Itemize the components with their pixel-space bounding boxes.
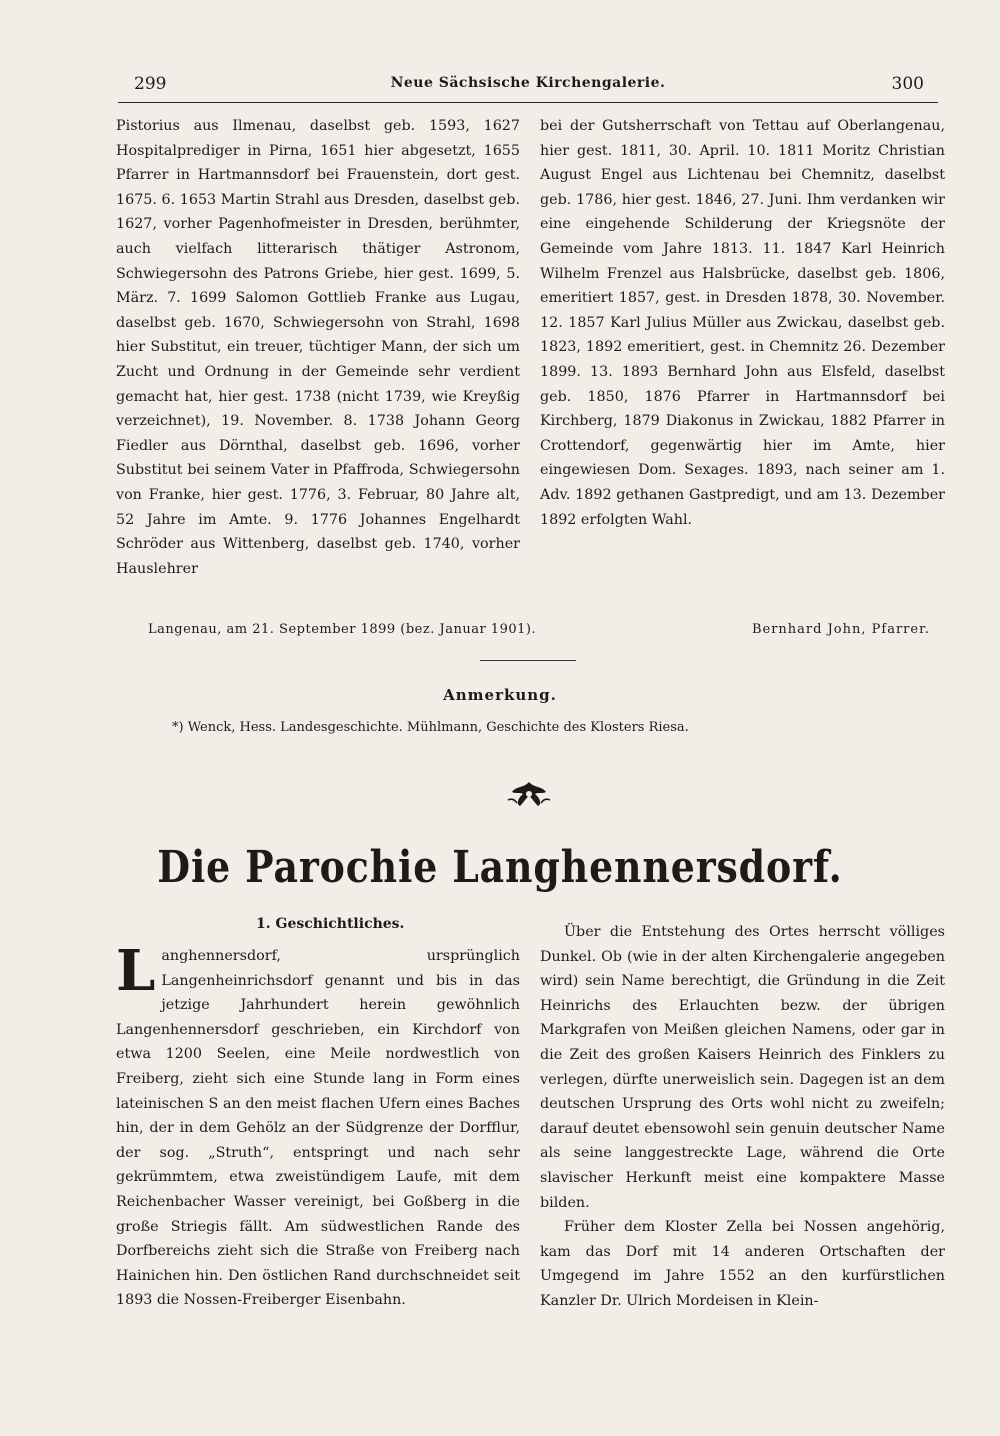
lower-right-paragraph-2: Früher dem Kloster Zella bei Nossen angehörig, kam das Dorf mit 14 anderen Ortschaften der Umgegend im Jahre 1552 an den kurfürstlichen Kanzler Dr. Ulrich Mordeisen in Klein- bbox=[540, 1219, 945, 1309]
section-divider bbox=[480, 660, 576, 661]
annotation-title: Anmerkung. bbox=[443, 686, 557, 704]
drop-cap: L bbox=[116, 938, 156, 1004]
section-title: 1. Geschichtliches. bbox=[256, 916, 405, 932]
signature-author: Bernhard John, Pfarrer. bbox=[751, 622, 930, 637]
main-title: Die Parochie Langhennersdorf. bbox=[157, 842, 843, 893]
running-title: Neue Sächsische Kirchengalerie. bbox=[390, 75, 666, 91]
lower-right-column bbox=[540, 920, 945, 1314]
page-number-left: 299 bbox=[134, 74, 167, 94]
top-left-text: Pistorius aus Ilmenau, daselbst geb. 1593, 1627 Hospitalprediger in Pirna, 1651 hier abgesetzt, 1655 Pfarrer in Hartmannsdorf bei Frauenstein, dort gest. 1675. 6. 1653 Martin Strahl aus Dresden, daselbst geb. 1627, vorher Pagenhofmeister in Dresden, berühmter, auch vielfach litterarisch thätiger Astronom, Schwiegersohn des Patrons Griebe, hier gest. 1699, 5. März. 7. 1699 Salomon Gottlieb Franke aus Lugau, daselbst geb. 1670, Schwiegersohn von Strahl, 1698 hier Substitut, ein treuer, tüchtiger Mann, der sich um Zucht und Ordnung in der Gemeinde sehr verdient gemacht hat, hier gest. 1738 (nicht 1739, wie Kreyßig verzeichnet), 19. November. 8. 1738 Johann Georg Fiedler aus Dörnthal, daselbst geb. 1696, vorher Substitut bei seinem Vater in Pfaffroda, Schwiegersohn von Franke, hier gest. 1776, 3. Februar, 80 Jahre alt, 52 Jahre im Amte. 9. 1776 Johannes Engelhardt Schröder aus Wittenberg, daselbst geb. 1740, vorher Hauslehrer bbox=[116, 118, 520, 577]
top-right-text: bei der Gutsherrschaft von Tettau auf Oberlangenau, hier gest. 1811, 30. April. 10. 1811 Moritz Christian August Engel aus Lichtenau bei Chemnitz, daselbst geb. 1786, hier gest. 1846, 27. Juni. Ihm verdanken wir eine eingehende Schilderung der Kriegsnöte der Gemeinde vom Jahre 1813. 11. 1847 Karl Heinrich Wilhelm Frenzel aus Halsbrücke, daselbst geb. 1806, emeritiert 1857, gest. in Dresden 1878, 30. November. 12. 1857 Karl Julius Müller aus Zwickau, daselbst geb. 1823, 1892 emeritiert, gest. in Chemnitz 26. Dezember 1899. 13. 1893 Bernhard John aus Elsfeld, daselbst geb. 1850, 1876 Pfarrer in Hartmannsdorf bei Kirchberg, 1879 Diakonus in Zwickau, 1882 Pfarrer in Crottendorf, gegenwärtig hier im Amte, hier eingewiesen Dom. Sexages. 1893, nach seiner am 1. Adv. 1892 gethanen Gastpredigt, und am 13. Dezember 1892 erfolgten Wahl. bbox=[540, 118, 945, 528]
annotation-footnote: *) Wenck, Hess. Landesgeschichte. Mühlmann, Geschichte des Klosters Riesa. bbox=[172, 720, 689, 735]
page-number-right: 300 bbox=[891, 74, 924, 94]
lower-right-paragraph-1: Über die Entstehung des Ortes herrscht völliges Dunkel. Ob (wie in der alten Kirchengalerie angegeben wird) sein Name berechtigt, die Gründung in die Zeit Heinrichs des Erlauchten bezw. der übrigen Markgrafen von Meißen gleichen Namens, oder gar in die Zeit des großen Kaisers Heinrich des Finklers zu verlegen, dürfte unerweislich sein. Dagegen ist an dem deutschen Ursprung des Orts wohl nicht zu zweifeln; darauf deutet ebensowohl sein genuin deutscher Name als seine langgestreckte Lage, während die Orte slavischer Herkunft meist eine kompaktere Masse bilden. bbox=[540, 924, 945, 1211]
page-header bbox=[118, 72, 938, 103]
lower-left-paragraph bbox=[116, 938, 520, 1313]
signature-place-date: Langenau, am 21. September 1899 (bez. Januar 1901). bbox=[148, 622, 537, 637]
top-right-column bbox=[540, 114, 945, 532]
floral-ornament-icon bbox=[506, 778, 552, 810]
lower-left-text: anghennersdorf, ursprünglich Langenheinrichsdorf genannt und bis in das jetzige Jahrhundert herein gewöhnlich Langenhennersdorf geschrieben, ein Kirchdorf von etwa 1200 Seelen, eine Meile nordwestlich von Freiberg, zieht sich eine Stunde lang in Form eines lateinischen S an den meist flachen Ufern eines Baches hin, der in dem Gehölz an der Südgrenze der Dorfflur, der sog. „Struth“, entspringt und nach sehr gekrümmtem, etwa zweistündigem Laufe, mit dem Reichenbacher Wasser vereinigt, bei Goßberg in die große Striegis fällt. Am südwestlichen Rande des Dorfbereichs zieht sich die Straße von Freiberg nach Hainichen hin. Den östlichen Rand durchschneidet seit 1893 die Nossen-Freiberger Eisenbahn. bbox=[116, 948, 520, 1309]
top-left-column bbox=[116, 114, 520, 581]
lower-left-column bbox=[116, 938, 520, 1313]
